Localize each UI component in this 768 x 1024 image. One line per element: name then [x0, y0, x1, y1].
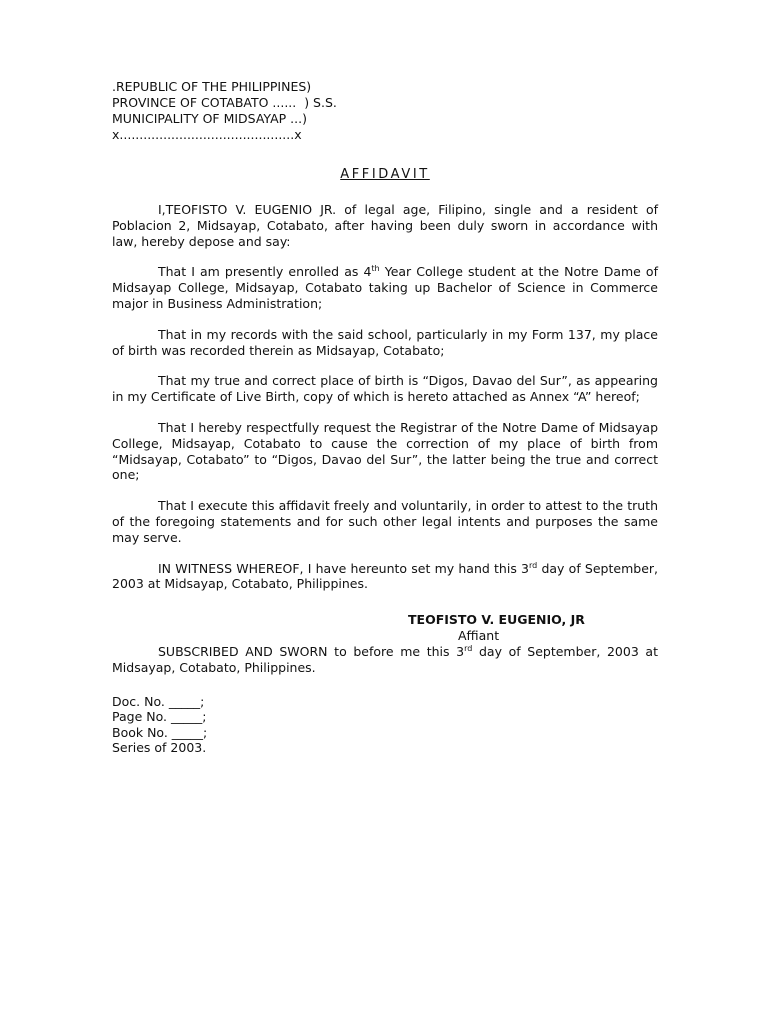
- witness-text-a: IN WITNESS WHEREOF, I have hereunto set my hand this 3: [158, 560, 530, 576]
- notarial-register: [112, 694, 658, 756]
- intro-paragraph: I,TEOFISTO V. EUGENIO JR. of legal age, Filipino, single and a resident of Poblacion 2, Midsayap, Cotabato, after having been duly sworn in accordance with law, hereby depose and say:: [112, 202, 658, 249]
- enrollment-ordinal: th: [371, 264, 380, 274]
- jurat-paragraph: [112, 644, 658, 676]
- jurat-text-b: day of September, 2003 at Midsayap, Cotabato, Philippines.: [112, 644, 658, 675]
- caption-municipality: MUNICIPALITY OF MIDSAYAP ...): [112, 111, 307, 126]
- voluntary-paragraph: That I execute this affidavit freely and voluntarily, in order to attest to the truth of the foregoing statements and for such other legal intents and purposes the same may serve.: [112, 498, 658, 545]
- witness-paragraph: [112, 561, 658, 593]
- witness-ordinal: rd: [529, 560, 538, 570]
- caption-separator: x............................................x: [112, 127, 302, 142]
- caption-republic: .REPUBLIC OF THE PHILIPPINES): [112, 79, 312, 94]
- records-paragraph: That in my records with the said school, particularly in my Form 137, my place of birth was recorded therein as Midsayap, Cotabato;: [112, 326, 658, 358]
- affiant-label: Affiant: [458, 628, 500, 644]
- correction-request-paragraph: That I hereby respectfully request the Registrar of the Notre Dame of Midsayap College, Midsayap, Cotabato to cause the correction of my place of birth from “Midsayap, Cotabato” to “Digos, Davao del Sur”, the latter being the true and correct one;: [112, 419, 658, 483]
- page-no: Page No. _____;: [112, 709, 207, 725]
- caption-province: PROVINCE OF COTABATO ...... ) S.S.: [112, 95, 337, 110]
- jurat-text-a: SUBSCRIBED AND SWORN to before me this 3: [158, 644, 465, 660]
- affiant-name: TEOFISTO V. EUGENIO, JR: [408, 612, 585, 628]
- enrollment-text-a: That I am presently enrolled as 4: [158, 264, 372, 280]
- series: Series of 2003.: [112, 740, 207, 756]
- enrollment-paragraph: [112, 264, 658, 311]
- enrollment-text-b: Year College student at the Notre Dame of Midsayap College, Midsayap, Cotabato taking up Bachelor of Science in Commerce major in Business Administration;: [112, 264, 658, 311]
- book-no: Book No. _____;: [112, 724, 208, 740]
- document-title: AFFIDAVIT: [340, 167, 430, 182]
- doc-no: Doc. No. _____;: [112, 693, 205, 709]
- witness-text-b: day of September, 2003 at Midsayap, Cotabato, Philippines.: [112, 560, 658, 592]
- jurat-ordinal: rd: [464, 644, 473, 654]
- venue-caption: [112, 79, 658, 143]
- true-birthplace-paragraph: That my true and correct place of birth is “Digos, Davao del Sur”, as appearing in my Certificate of Live Birth, copy of which is hereto attached as Annex “A” hereof;: [112, 373, 658, 405]
- signature-block: [408, 612, 658, 644]
